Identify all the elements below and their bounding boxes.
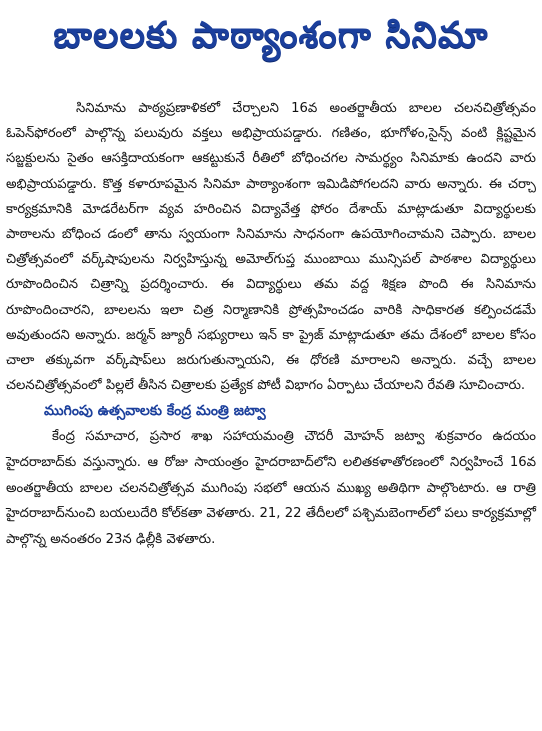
headline: బాలలకు పాఠ్యాంశంగా సినిమా: [53, 15, 489, 56]
article-body: [6, 96, 536, 552]
paragraph-2: కేంద్ర సమాచార, ప్రసార శాఖ సహాయమంత్రి చౌదరీ మోహన్ జట్వా శుక్రవారం ఉదయం హైదరాబాద్‌కు వస్తున్నారు. ఆ రోజు సాయంత్రం హైదరాబాద్‌లోని లలితకళాతోరణంలో నిర్వహించే 16వ అంతర్జాతీయ బాలల చలనచిత్రోత్సవ ముగింపు సభలో ఆయన ముఖ్య అతిథిగా పాల్గొంటారు. ఆ రాత్రి హైదరాబాద్‌నుంచి బయలుదేరి కోల్‌కతా వెళతారు. 21, 22 తేదీలలో పశ్చిమబెంగాల్‌లో పలు కార్యక్రమాల్లో పాల్గొన్న అనంతరం 23న ఢిల్లీకి వెళతారు.: [6, 429, 536, 547]
paragraph-1: సినిమాను పాఠ్యప్రణాళికలో చేర్చాలని 16వ అంతర్జాతీయ బాలల చలనచిత్రోత్సవం ఓపెన్‌ఫోరంలో పాల్గొన్న పలువురు వక్తలు అభిప్రాయపడ్డారు. గణితం, భూగోళం,సైన్స్ వంటి క్లిష్టమైన సబ్జక్టులను సైతం ఆసక్తిదాయకంగా ఆకట్టుకునే రీతిలో బోధించగల సామర్థ్యం సినిమాకు ఉందని వారు అభిప్రాయపడ్డారు. కొత్త కళారూపమైన సినిమా పాఠ్యాంశంగా ఇమిడిపోగలదని వారు అన్నారు. ఈ చర్చా కార్యక్రమానికి మోడరేటర్‌గా వ్యవ హరించిన విద్యావేత్త ఫోరం దేశాయ్ మాట్లాడుతూ విద్యార్థులకు పాఠాలను బోధించ డంలో తాను స్వయంగా సినిమాను సాధనంగా ఉపయోగించామని చెప్పారు. బాలల చిత్రోత్సవంలో వర్క్‌షాపులను నిర్వహిస్తున్న అమోల్‌గుప్త ముంబాయి మున్సిపల్ పాఠశాల విద్యార్థులు రూపొందించిన చిత్రాన్ని ప్రదర్శించారు. ఈ విద్యార్థులు తమ వద్ద శిక్షణ పొంది ఈ సినిమాను రూపొందించారని, బాలలను ఇలా చిత్ర నిర్మాణానికి ప్రోత్సహించడం వారికి సాధికారత కల్పించడమే అవుతుందని అన్నారు. జర్మన్ జ్యూరీ సభ్యురాలు ఇన్ కా ప్రైజ్ మాట్లాడుతూ తమ దేశంలో బాలల కోసం చాలా తక్కువగా వర్క్‌షాప్‌లు జరుగుతున్నాయని, ఈ ధోరణి మారాలని అన్నారు. వచ్చే బాలల చలనచిత్రోత్సవంలో పిల్లలే తీసిన చిత్రాలకు ప్రత్యేక పోటీ విభాగం ఏర్పాటు చేయాలని రేవతి సూచించారు.: [6, 101, 536, 394]
subheading: ముగింపు ఉత్సవాలకు కేంద్ర మంత్రి జట్వా: [44, 403, 266, 420]
